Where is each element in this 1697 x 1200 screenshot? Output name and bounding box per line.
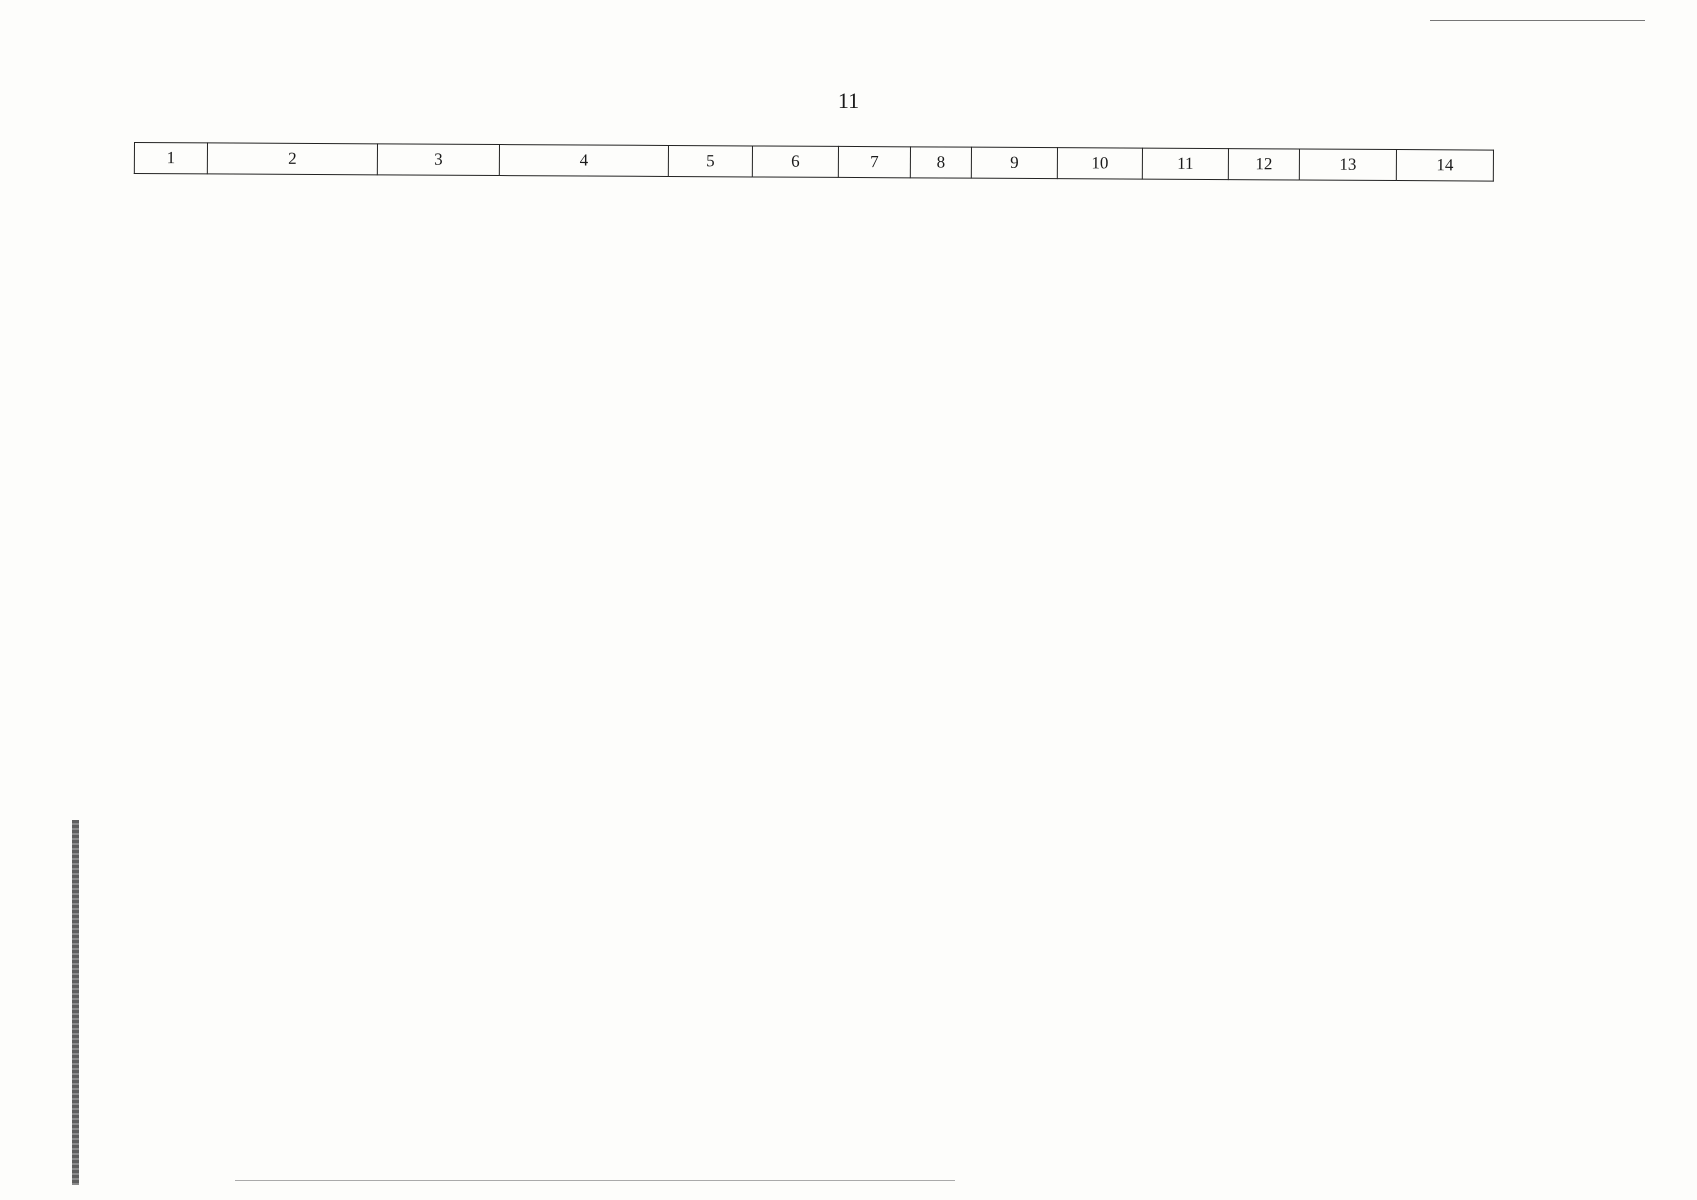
column-number-row (134, 143, 1493, 182)
col-header: 7 (838, 146, 910, 177)
waste-table-wrapper (134, 142, 1494, 182)
col-header: 9 (971, 147, 1057, 178)
col-header: 11 (1142, 148, 1228, 179)
col-header: 4 (499, 145, 668, 177)
col-header: 10 (1057, 148, 1142, 179)
waste-table (134, 142, 1494, 182)
page-number: 11 (837, 88, 860, 113)
col-header: 12 (1228, 149, 1299, 180)
col-header: 13 (1299, 149, 1396, 181)
scan-artifact-line-bottom (235, 1180, 955, 1181)
col-header: 2 (207, 143, 377, 175)
col-header: 14 (1396, 150, 1493, 182)
col-header: 5 (668, 145, 752, 176)
col-header: 3 (377, 144, 499, 176)
scan-artifact-line (1430, 20, 1645, 21)
scan-artifact-edge (72, 820, 79, 1185)
col-header: 1 (134, 143, 207, 174)
col-header: 6 (752, 146, 838, 177)
col-header: 8 (910, 147, 971, 178)
